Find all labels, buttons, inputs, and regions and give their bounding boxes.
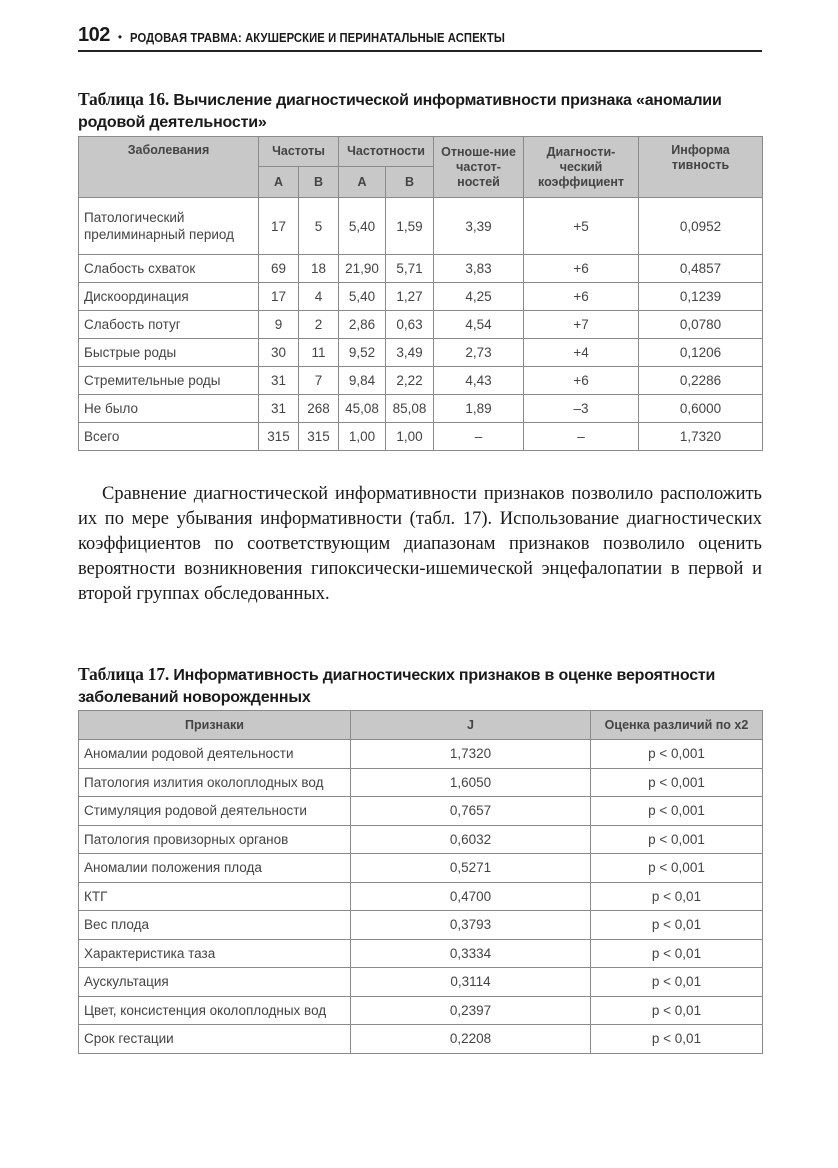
cell-b: 4: [299, 283, 339, 311]
cell-name: Стимуляция родовой деятельности: [79, 797, 351, 826]
table16-caption-text: Вычисление диагностической информативности признака «аномалии родовой деятельности»: [78, 92, 722, 131]
cell-coef: +4: [524, 339, 639, 367]
header-relative-frequencies: Частотности: [339, 137, 434, 167]
cell-info: 0,4857: [639, 255, 763, 283]
cell-name: Слабость схваток: [79, 255, 259, 283]
cell-name: Патологический прелиминарный период: [79, 198, 259, 255]
cell-info: 0,1239: [639, 283, 763, 311]
cell-j: 0,2397: [351, 996, 591, 1025]
cell-name: Дискоординация: [79, 283, 259, 311]
table-row: [79, 882, 763, 911]
table17-label: Таблица 17.: [78, 664, 170, 684]
cell-coef: +6: [524, 255, 639, 283]
running-header: [78, 24, 762, 52]
cell-a: 69: [259, 255, 299, 283]
cell-b: 315: [299, 423, 339, 451]
cell-name: Аномалии положения плода: [79, 854, 351, 883]
cell-name: Цвет, консистенция околоплодных вод: [79, 996, 351, 1025]
cell-ratio: 4,25: [434, 283, 524, 311]
table-row: [79, 854, 763, 883]
table16-caption: [78, 88, 762, 134]
cell-coef: +6: [524, 283, 639, 311]
cell-fa: 45,08: [339, 395, 386, 423]
table-row: [79, 911, 763, 940]
cell-coef: +6: [524, 367, 639, 395]
cell-fb: 1,27: [386, 283, 434, 311]
table-row: [79, 395, 763, 423]
cell-p: p < 0,01: [591, 939, 763, 968]
cell-fa: 9,84: [339, 367, 386, 395]
header-ratio: Отноше-ние частот-ностей: [434, 137, 524, 198]
cell-fb: 5,71: [386, 255, 434, 283]
header-relfreq-a: А: [339, 167, 386, 198]
cell-b: 7: [299, 367, 339, 395]
cell-fa: 9,52: [339, 339, 386, 367]
cell-name: Аномалии родовой деятельности: [79, 740, 351, 769]
table-row: [79, 255, 763, 283]
table16: [78, 136, 763, 451]
cell-j: 1,6050: [351, 768, 591, 797]
header-disease: Заболевания: [79, 137, 259, 198]
table-row: [79, 423, 763, 451]
cell-name: Не было: [79, 395, 259, 423]
header-frequencies: Частоты: [259, 137, 339, 167]
cell-j: 0,3793: [351, 911, 591, 940]
cell-b: 11: [299, 339, 339, 367]
table-row: [79, 1025, 763, 1054]
cell-name: Срок гестации: [79, 1025, 351, 1054]
header-informativeness: Информа тивность: [639, 137, 763, 198]
cell-info: 0,2286: [639, 367, 763, 395]
header-coefficient: Диагности-ческий коэффициент: [524, 137, 639, 198]
cell-p: p < 0,01: [591, 1025, 763, 1054]
cell-coef: +7: [524, 311, 639, 339]
cell-b: 2: [299, 311, 339, 339]
cell-name: Всего: [79, 423, 259, 451]
cell-j: 0,4700: [351, 882, 591, 911]
cell-name: Вес плода: [79, 911, 351, 940]
table-row: [79, 198, 763, 255]
cell-ratio: 1,89: [434, 395, 524, 423]
cell-j: 0,3334: [351, 939, 591, 968]
cell-name: Патология провизорных органов: [79, 825, 351, 854]
table16-label: Таблица 16.: [78, 89, 170, 109]
cell-name: Быстрые роды: [79, 339, 259, 367]
cell-fa: 5,40: [339, 198, 386, 255]
cell-fb: 0,63: [386, 311, 434, 339]
cell-fb: 1,59: [386, 198, 434, 255]
cell-a: 17: [259, 198, 299, 255]
table-row: [79, 311, 763, 339]
table-row: [79, 283, 763, 311]
header-freq-a: А: [259, 167, 299, 198]
table17: [78, 710, 763, 1054]
cell-fa: 1,00: [339, 423, 386, 451]
cell-a: 17: [259, 283, 299, 311]
cell-p: p < 0,001: [591, 825, 763, 854]
cell-p: p < 0,01: [591, 911, 763, 940]
table17-caption-text: Информативность диагностических признаков в оценке вероятности заболеваний новорожденных: [78, 667, 716, 706]
cell-ratio: –: [434, 423, 524, 451]
table-row: [79, 825, 763, 854]
cell-name: Аускультация: [79, 968, 351, 997]
cell-b: 18: [299, 255, 339, 283]
cell-ratio: 4,43: [434, 367, 524, 395]
cell-a: 31: [259, 395, 299, 423]
table-row: [79, 768, 763, 797]
cell-p: p < 0,01: [591, 968, 763, 997]
cell-p: p < 0,001: [591, 740, 763, 769]
cell-p: p < 0,001: [591, 797, 763, 826]
cell-a: 30: [259, 339, 299, 367]
cell-info: 0,0780: [639, 311, 763, 339]
cell-fb: 1,00: [386, 423, 434, 451]
cell-name: КТГ: [79, 882, 351, 911]
cell-info: 0,0952: [639, 198, 763, 255]
header-j: J: [351, 711, 591, 740]
table17-caption: [78, 663, 762, 709]
table-row: [79, 367, 763, 395]
cell-name: Характеристика таза: [79, 939, 351, 968]
cell-name: Патология излития околоплодных вод: [79, 768, 351, 797]
cell-p: p < 0,01: [591, 996, 763, 1025]
cell-fa: 5,40: [339, 283, 386, 311]
cell-fb: 2,22: [386, 367, 434, 395]
cell-coef: –: [524, 423, 639, 451]
header-bullet: •: [117, 30, 123, 44]
table-row: [79, 968, 763, 997]
cell-j: 0,7657: [351, 797, 591, 826]
table-row: [79, 996, 763, 1025]
cell-a: 31: [259, 367, 299, 395]
cell-ratio: 4,54: [434, 311, 524, 339]
cell-ratio: 3,39: [434, 198, 524, 255]
cell-ratio: 2,73: [434, 339, 524, 367]
table-row: [79, 339, 763, 367]
cell-j: 0,3114: [351, 968, 591, 997]
cell-fa: 2,86: [339, 311, 386, 339]
cell-name: Слабость потуг: [79, 311, 259, 339]
cell-a: 9: [259, 311, 299, 339]
body-paragraph: Сравнение диагностической информативности признаков позволило расположить их по мере убывания информативности (табл. 17). Использование диагностических коэффициентов по соответствующим диапазонам признаков позволило оценить вероятности возникновения гипоксически-ишемической энцефалопатии в первой и второй группах обследованных.: [78, 484, 762, 604]
cell-j: 0,6032: [351, 825, 591, 854]
cell-p: p < 0,001: [591, 854, 763, 883]
header-freq-b: В: [299, 167, 339, 198]
table-row: [79, 740, 763, 769]
cell-j: 0,2208: [351, 1025, 591, 1054]
cell-p: p < 0,001: [591, 768, 763, 797]
cell-info: 0,6000: [639, 395, 763, 423]
cell-info: 0,1206: [639, 339, 763, 367]
cell-coef: –3: [524, 395, 639, 423]
cell-fb: 3,49: [386, 339, 434, 367]
cell-fa: 21,90: [339, 255, 386, 283]
running-title: РОДОВАЯ ТРАВМА: АКУШЕРСКИЕ И ПЕРИНАТАЛЬНЫЕ АСПЕКТЫ: [130, 31, 506, 45]
cell-fb: 85,08: [386, 395, 434, 423]
cell-j: 0,5271: [351, 854, 591, 883]
cell-j: 1,7320: [351, 740, 591, 769]
header-relfreq-b: В: [386, 167, 434, 198]
cell-b: 5: [299, 198, 339, 255]
header-sign: Признаки: [79, 711, 351, 740]
table-row: [79, 939, 763, 968]
cell-a: 315: [259, 423, 299, 451]
cell-name: Стремительные роды: [79, 367, 259, 395]
table-row: [79, 797, 763, 826]
cell-info: 1,7320: [639, 423, 763, 451]
cell-b: 268: [299, 395, 339, 423]
cell-p: p < 0,01: [591, 882, 763, 911]
cell-coef: +5: [524, 198, 639, 255]
header-chi: Оценка различий по x2: [591, 711, 763, 740]
page-number: 102: [78, 24, 110, 46]
cell-ratio: 3,83: [434, 255, 524, 283]
